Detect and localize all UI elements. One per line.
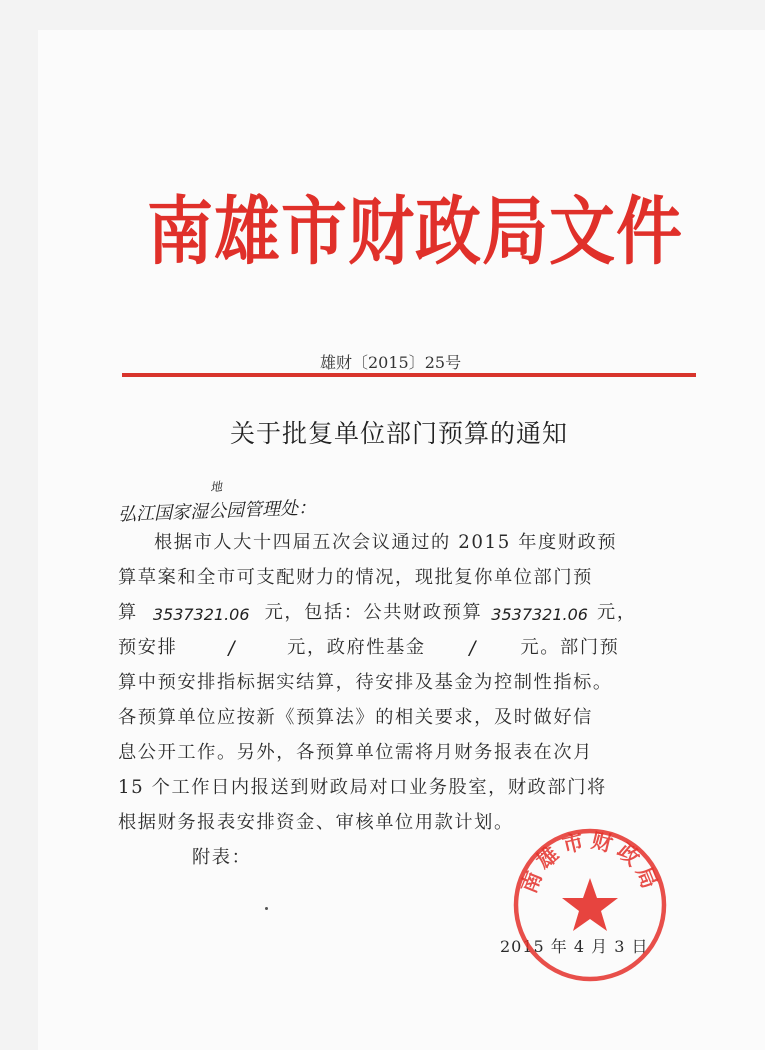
body-line-6: 各预算单位应按新《预算法》的相关要求，及时做好信 bbox=[118, 707, 593, 728]
stray-mark bbox=[265, 907, 268, 910]
body-line-4-a: 预安排 bbox=[118, 637, 178, 658]
issue-date: 2015 年 4 月 3 日 bbox=[500, 937, 649, 956]
attachment-label: 附表： bbox=[192, 847, 252, 868]
red-divider bbox=[122, 373, 696, 377]
body-line-8: 15 个工作日内报送到财政局对口业务股室，财政部门将 bbox=[118, 777, 607, 798]
body-line-4-c: 元。部门预 bbox=[520, 637, 620, 658]
addressee-insertion: 地 bbox=[209, 479, 223, 495]
body-line-3-c: 元， bbox=[597, 602, 637, 623]
seal-star-icon bbox=[562, 878, 618, 931]
government-fund-blank: / bbox=[469, 638, 477, 659]
official-seal bbox=[505, 820, 675, 990]
addressee-handwritten: 弘江国家湿公园管理处： bbox=[117, 497, 317, 526]
amount-public-budget-handwritten: 3537321.06 bbox=[491, 605, 588, 624]
body-line-7: 息公开工作。另外，各预算单位需将月财务报表在次月 bbox=[118, 742, 593, 763]
body-line-4-b: 元，政府性基金 bbox=[287, 637, 426, 658]
body-line-3-b: 元，包括：公共财政预算 bbox=[264, 602, 483, 623]
notice-title: 关于批复单位部门预算的通知 bbox=[230, 419, 569, 448]
body-line-1: 根据市人大十四届五次会议通过的 2015 年度财政预 bbox=[154, 532, 618, 553]
body-line-9: 根据财务报表安排资金、审核单位用款计划。 bbox=[118, 812, 514, 833]
pre-arranged-blank: / bbox=[228, 638, 237, 659]
amount-total-handwritten: 3537321.06 bbox=[152, 605, 250, 624]
body-line-3 bbox=[118, 598, 637, 624]
document-number: 雄财〔2015〕25号 bbox=[320, 353, 462, 372]
seal-text: 南雄市财政局 bbox=[516, 828, 664, 897]
body-line-3-a: 算 bbox=[118, 602, 138, 623]
body-line-5: 算中预安排指标据实结算，待安排及基金为控制性指标。 bbox=[118, 672, 613, 693]
body-line-2: 算草案和全市可支配财力的情况，现批复你单位部门预 bbox=[118, 567, 593, 588]
body-line-4 bbox=[118, 633, 619, 659]
masthead-title: 南雄市财政局文件 bbox=[147, 188, 683, 276]
